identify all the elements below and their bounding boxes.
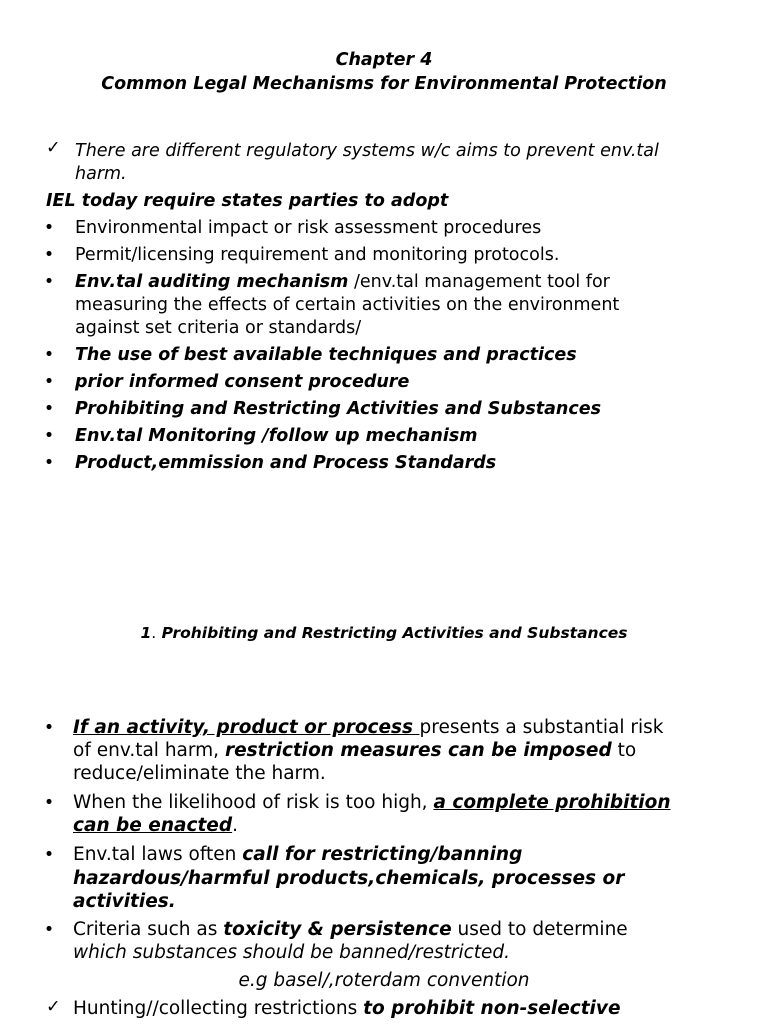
list2-item-2-emphasis: a complete prohibition (433, 792, 671, 813)
list2-item-4-text-a: Criteria such as (73, 919, 224, 940)
bullet-icon: • (43, 245, 55, 265)
list2-item-4-bold: toxicity & persistence (223, 919, 452, 940)
bullet-icon: • (43, 345, 55, 365)
list1-item-3-bold: Env.tal auditing mechanism (75, 272, 349, 292)
chapter-label: Chapter 4 (335, 50, 433, 70)
list2-check-line (73, 997, 621, 1021)
bullet-icon: • (43, 426, 55, 446)
section-1-number: 1 (140, 624, 152, 642)
chapter-title: Common Legal Mechanisms for Environmental Protection (101, 74, 667, 94)
bullet-icon: • (43, 718, 55, 738)
list1-item-3-line-3: against set criteria or standards/ (75, 318, 362, 338)
intro-lead: IEL today require states parties to adopt (46, 191, 449, 211)
check-icon: ✓ (46, 997, 61, 1017)
list2-item-1-line-2 (73, 739, 636, 763)
bullet-icon: • (43, 272, 55, 292)
list2-item-3-line-1 (73, 843, 522, 867)
bullet-icon: • (43, 218, 55, 238)
list2-item-2-emphasis-2: can be enacted (73, 815, 233, 836)
list2-item-1-emphasis: If an activity, product or process (73, 717, 420, 738)
list2-item-3-line-2: hazardous/harmful products,chemicals, processes or (73, 868, 625, 889)
list2-item-1-line-1 (73, 716, 663, 740)
list1-item-1: Environmental impact or risk assessment procedures (75, 218, 542, 238)
list1-item-4: The use of best available techniques and practices (75, 345, 577, 365)
list2-item-1-text-a: of env.tal harm, (73, 740, 225, 761)
list1-item-6: Prohibiting and Restricting Activities and Substances (75, 399, 602, 419)
check-icon: ✓ (46, 138, 61, 158)
section-1-dot: . (151, 624, 157, 642)
bullet-icon: • (43, 372, 55, 392)
list2-check-bold: to prohibit non-selective (363, 998, 621, 1019)
list2-item-2-line-1 (73, 791, 671, 815)
list2-item-2-line-2 (73, 814, 238, 838)
list2-item-1-line-3: reduce/eliminate the harm. (73, 763, 326, 784)
list1-item-3-rest: /env.tal management tool for (348, 272, 610, 292)
bullet-icon: • (43, 399, 55, 419)
bullet-icon: • (43, 453, 55, 473)
section-1-heading (0, 621, 768, 645)
bullet-icon: • (43, 793, 55, 813)
list2-item-4-text-c: used to determine (451, 919, 628, 940)
bullet-icon: • (43, 920, 55, 940)
example-note: e.g basel/,roterdam convention (238, 970, 530, 991)
list1-item-3-line-2: measuring the effects of certain activities on the environment (75, 295, 620, 315)
list2-item-2-text-a: When the likelihood of risk is too high, (73, 792, 434, 813)
section-1-title: Prohibiting and Restricting Activities and Substances (156, 624, 628, 642)
list1-item-2: Permit/licensing requirement and monitoring protocols. (75, 245, 560, 265)
list2-item-3-text-a: Env.tal laws often (73, 844, 243, 865)
list2-item-1-bold: restriction measures can be imposed (224, 740, 612, 761)
list2-check-text-a: Hunting//collecting restrictions (73, 998, 364, 1019)
bullet-icon: • (43, 845, 55, 865)
list2-item-2-period: . (232, 815, 238, 836)
list2-item-1-rest: presents a substantial risk (419, 717, 664, 738)
list2-item-3-bold: call for restricting/banning (242, 844, 523, 865)
list2-item-4-line-1 (73, 918, 628, 942)
list2-item-1-text-c: to (611, 740, 637, 761)
list1-item-5: prior informed consent procedure (75, 372, 410, 392)
list1-item-8: Product,emmission and Process Standards (75, 453, 497, 473)
list1-item-3-line-1 (75, 270, 610, 294)
list2-item-4-line-2: which substances should be banned/restricted. (73, 942, 511, 963)
list1-item-7: Env.tal Monitoring /follow up mechanism (75, 426, 478, 446)
intro-check-line-1: There are different regulatory systems w/c aims to prevent env.tal (75, 141, 659, 161)
list2-item-3-line-3: activities. (73, 891, 176, 912)
intro-check-line-2: harm. (75, 164, 127, 184)
